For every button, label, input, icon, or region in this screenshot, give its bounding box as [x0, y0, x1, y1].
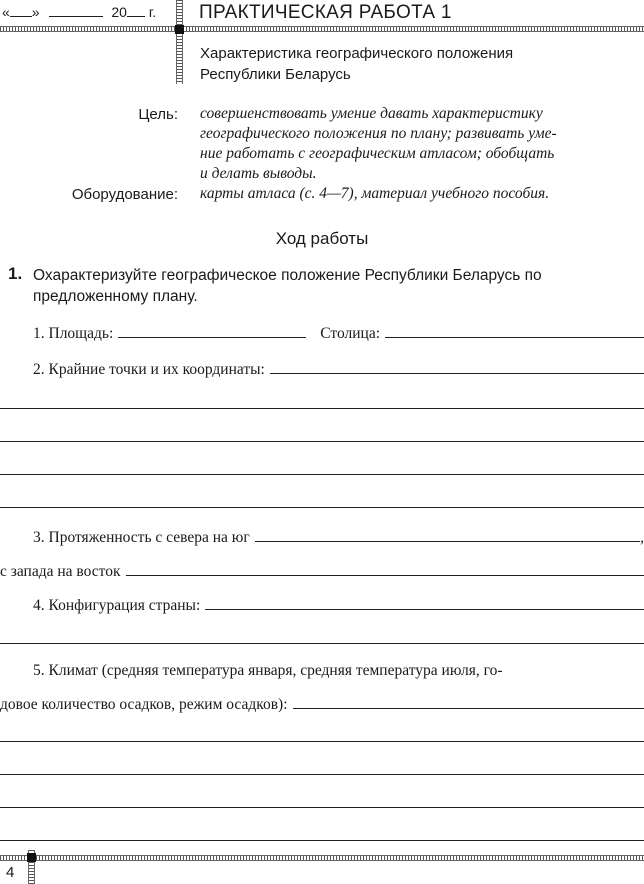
answer-line[interactable]: [0, 474, 644, 475]
extent-ns-answer-line[interactable]: [255, 540, 640, 542]
day-blank[interactable]: [10, 5, 32, 17]
area-answer-line[interactable]: [118, 336, 306, 338]
answer-line[interactable]: [0, 741, 644, 742]
area-label: 1. Площадь:: [33, 325, 114, 342]
header-vertical-rule: [176, 0, 183, 84]
answer-line[interactable]: [0, 774, 644, 775]
goal-line-2: географического положения по плану; развивать уме-: [200, 125, 557, 142]
year-blank[interactable]: [127, 5, 145, 17]
extreme-points-answer-line[interactable]: [270, 372, 644, 374]
header-corner-marker: [175, 25, 184, 34]
extent-we-answer-line[interactable]: [126, 574, 644, 576]
footer-corner-marker: [27, 853, 36, 862]
answer-line[interactable]: [0, 507, 644, 508]
equipment-label: Оборудование:: [71, 186, 178, 203]
capital-answer-line[interactable]: [385, 336, 644, 338]
answer-line[interactable]: [0, 441, 644, 442]
extreme-points-label: 2. Крайние точки и их координаты:: [33, 361, 265, 378]
header-hatch-rule: [0, 26, 644, 32]
area-capital-row: [33, 325, 644, 343]
goal-text: [200, 104, 644, 184]
configuration-answer-line[interactable]: [205, 608, 644, 610]
climate-row-2: [0, 696, 644, 714]
page-title: ПРАКТИЧЕСКАЯ РАБОТА 1: [199, 2, 452, 23]
capital-label: Столица:: [320, 325, 381, 342]
answer-line[interactable]: [0, 807, 644, 808]
goal-line-3: ние работать с географическим атласом; обобщать: [200, 145, 555, 162]
climate-answer-line[interactable]: [293, 707, 644, 709]
task-number: 1.: [8, 264, 23, 283]
goal-label: Цель:: [138, 106, 178, 123]
month-blank[interactable]: [49, 5, 103, 17]
page-subtitle: [200, 43, 513, 85]
extreme-points-row: [33, 361, 644, 379]
subtitle-line-2: Республики Беларусь: [200, 66, 351, 83]
subtitle-line-1: Характеристика географического положения: [200, 45, 514, 62]
extent-ns-label: 3. Протяженность с севера на юг: [33, 529, 250, 546]
extent-we-label: с запада на восток: [0, 563, 121, 580]
climate-row-1: [33, 662, 644, 680]
date-line: [2, 4, 156, 20]
page-number: 4: [6, 864, 15, 881]
configuration-row: [33, 597, 644, 615]
equipment-text: карты атласа (с. 4—7), материал учебного пособия.: [200, 185, 550, 202]
climate-label-line-2: довое количество осадков, режим осадков):: [0, 696, 288, 713]
extent-we-row: [0, 563, 644, 581]
date-open-quote: «: [2, 4, 10, 20]
answer-line[interactable]: [0, 408, 644, 409]
year-prefix: 20: [111, 4, 127, 20]
progress-heading: Ход работы: [275, 229, 369, 248]
extent-ns-row: [33, 529, 644, 547]
goal-line-1: совершенствовать умение давать характеристику: [200, 105, 543, 122]
task-text: Охарактеризуйте географическое положение Республики Беларусь по предложенному плану.: [33, 267, 542, 305]
answer-line[interactable]: [0, 643, 644, 644]
answer-line[interactable]: [0, 840, 644, 841]
configuration-label: 4. Конфигурация страны:: [33, 597, 201, 614]
footer-hatch-rule: [0, 855, 644, 861]
year-suffix: г.: [148, 4, 157, 20]
goal-line-4: и делать выводы.: [200, 165, 317, 182]
climate-label-line-1: 5. Климат (средняя температура января, средняя температура июля, го-: [33, 662, 503, 679]
date-close-quote: »: [31, 4, 40, 20]
extent-ns-comma: ,: [640, 529, 644, 546]
